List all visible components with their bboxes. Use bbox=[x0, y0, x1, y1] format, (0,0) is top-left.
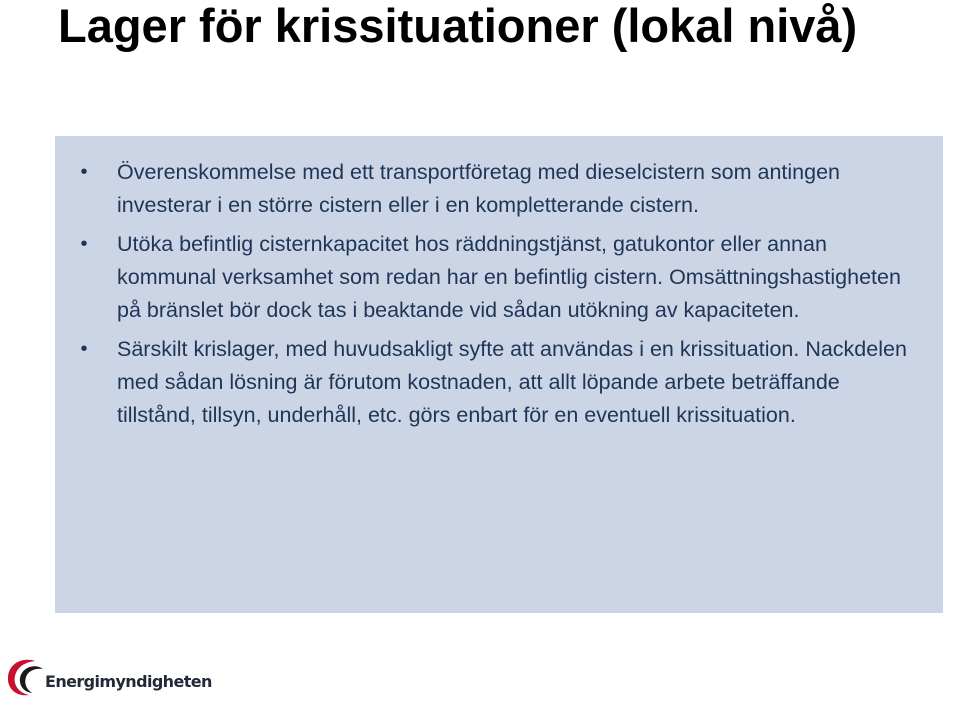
bullet-list bbox=[55, 156, 943, 438]
bullet-text: Överenskommelse med ett transportföretag med dieselcistern som antingen investerar i en större cistern eller i en kompletterande cistern. bbox=[117, 160, 840, 217]
bullet-dot: • bbox=[80, 161, 88, 183]
bullet-dot: • bbox=[80, 338, 88, 360]
bullet-item bbox=[55, 228, 943, 327]
bullet-dot: • bbox=[80, 233, 88, 255]
content-box bbox=[55, 136, 943, 613]
bullet-item bbox=[55, 333, 943, 432]
bullet-item bbox=[55, 156, 943, 222]
bullet-text: Särskilt krislager, med huvudsakligt syfte att användas i en krissituation. Nackdelen med sådan lösning är förutom kostnaden, att allt löpande arbete beträffande tillstånd, tillsyn, underhåll, etc. görs enbart för en eventuell krissituation. bbox=[117, 337, 907, 427]
slide-title: Lager för krissituationer (lokal nivå) bbox=[58, 0, 858, 52]
bullet-text: Utöka befintlig cisternkapacitet hos räddningstjänst, gatukontor eller annan kommunal verksamhet som redan har en befintlig cistern. Omsättningshastigheten på bränslet bör dock tas i beaktande vid sådan utökning av kapaciteten. bbox=[117, 232, 901, 322]
footer-logo bbox=[5, 655, 212, 699]
logo-wordmark: Energimyndigheten bbox=[45, 672, 212, 691]
